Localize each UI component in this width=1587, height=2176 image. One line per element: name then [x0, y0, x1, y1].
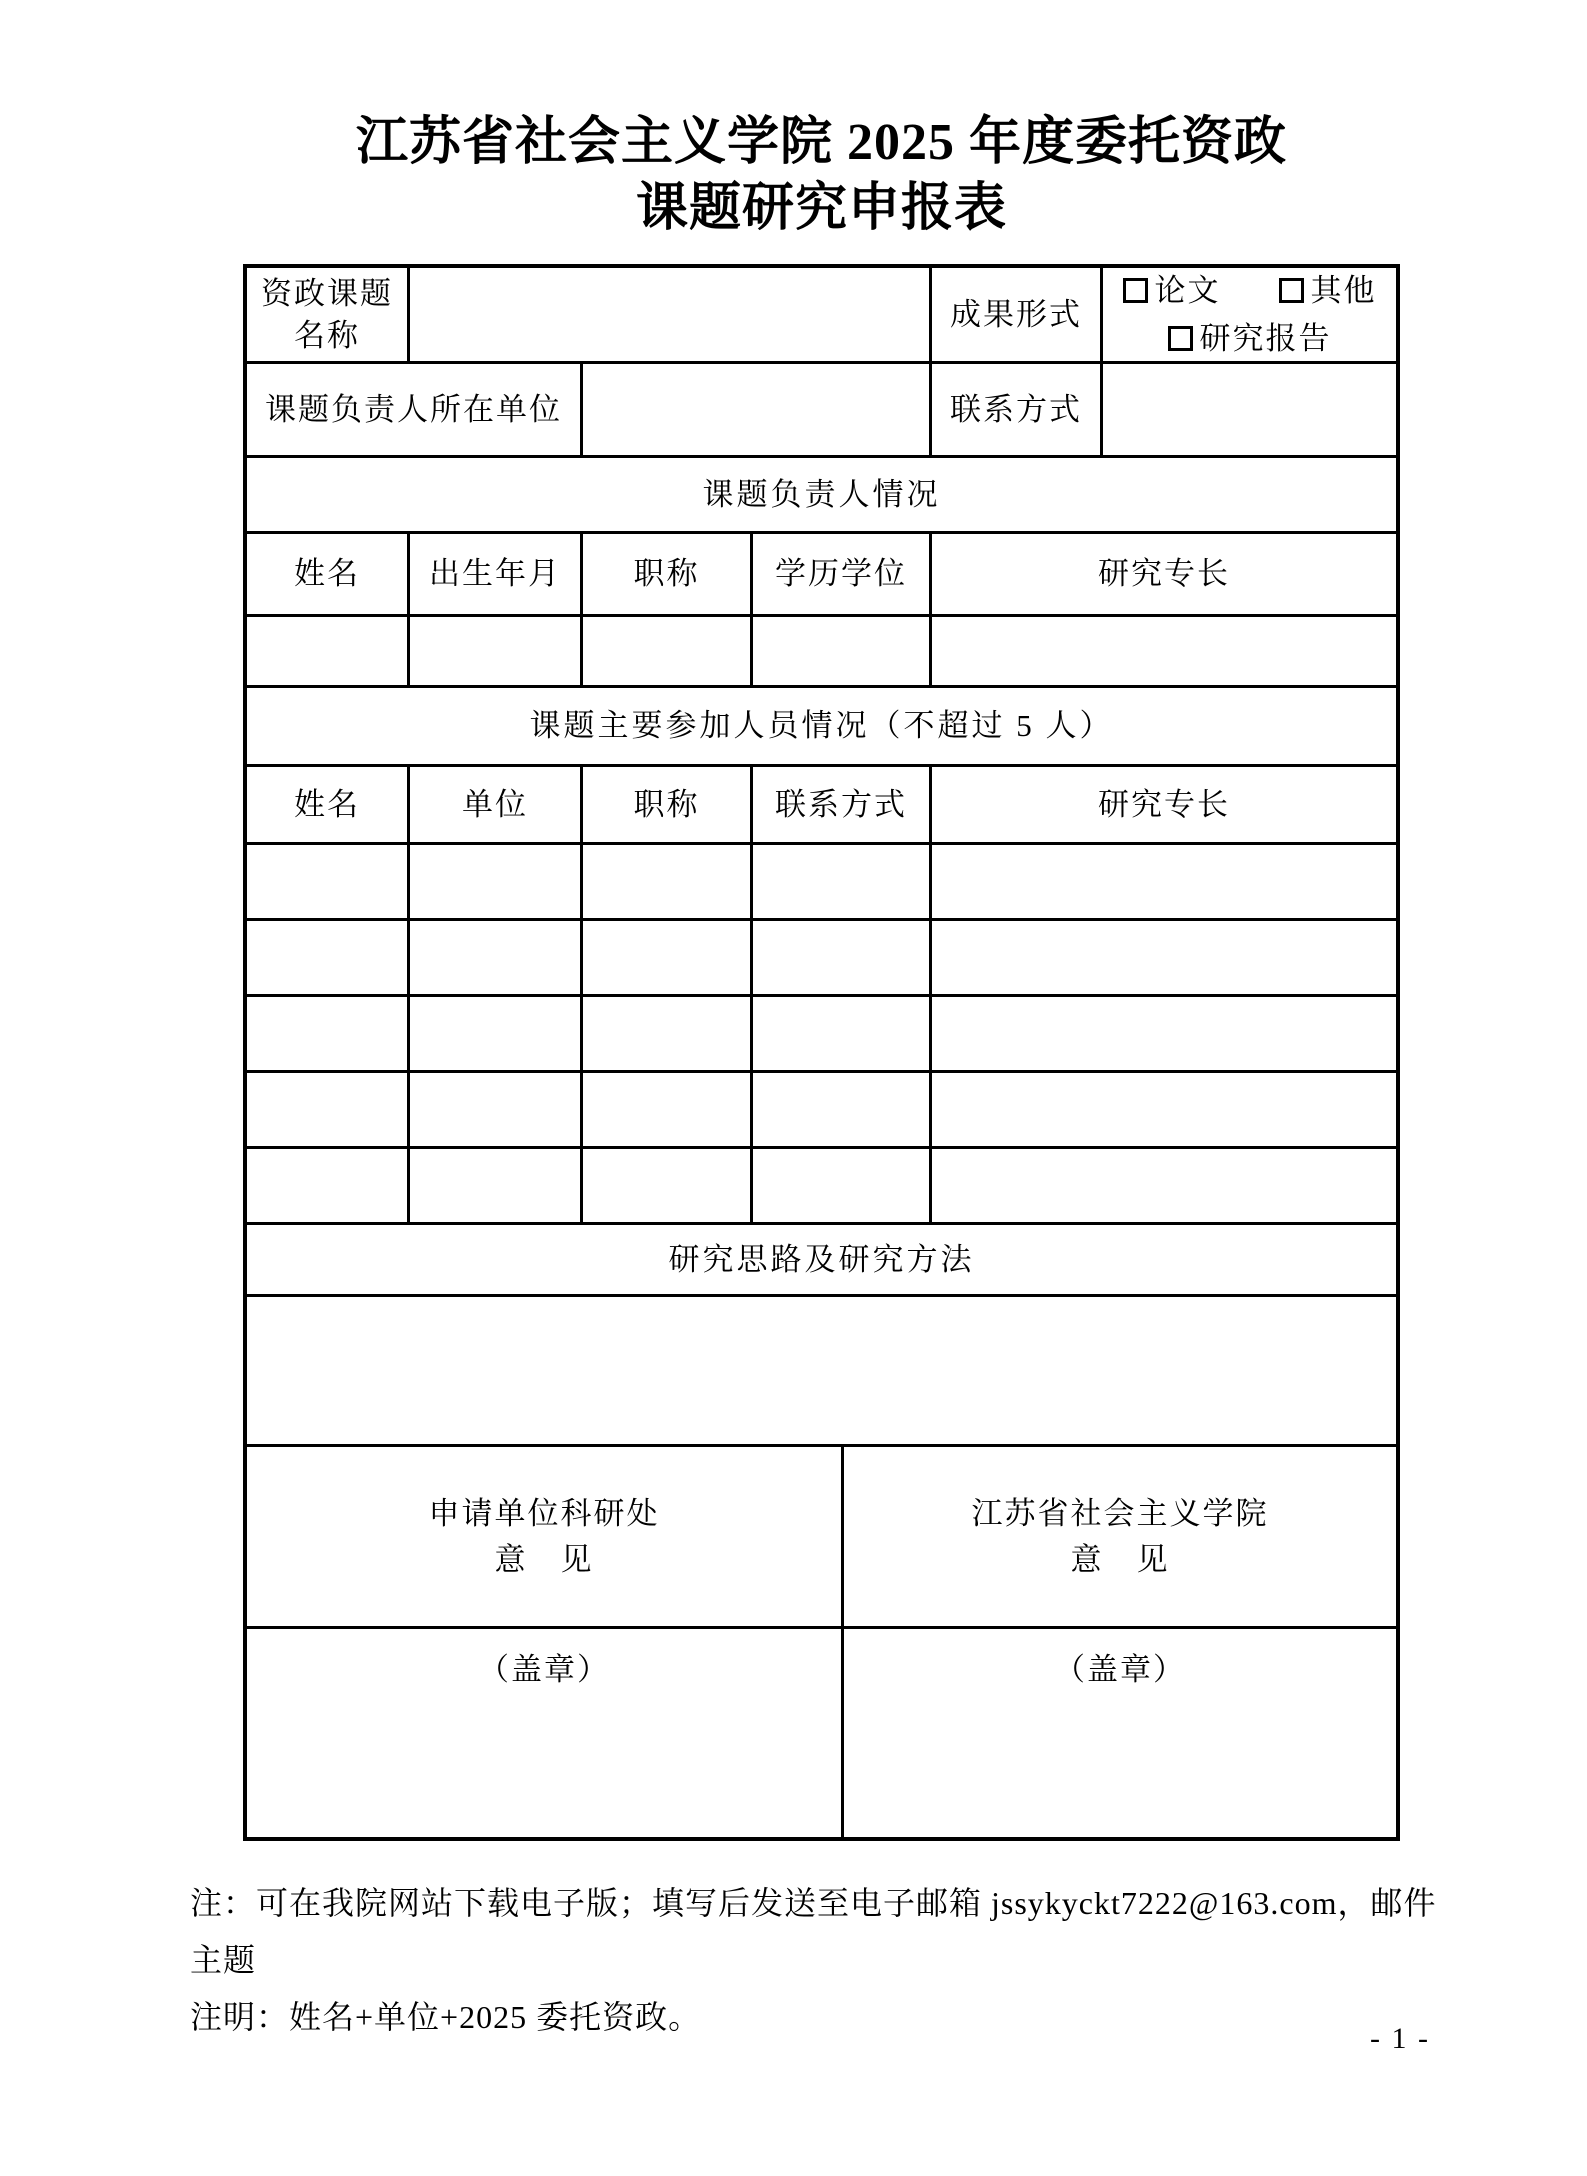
- row-topic-name: [247, 268, 1396, 361]
- participant-row: [247, 1146, 1396, 1222]
- row-research-section: [247, 1222, 1396, 1294]
- row-research-content: [247, 1294, 1396, 1444]
- participant-contact-input[interactable]: [750, 921, 929, 994]
- result-options-line1: [1123, 270, 1377, 312]
- leader-unit-input[interactable]: [580, 364, 929, 455]
- contact-input[interactable]: [1100, 364, 1396, 455]
- participant-unit-input[interactable]: [407, 1149, 580, 1222]
- leader-degree-input[interactable]: [750, 617, 929, 685]
- footer-note: [190, 1875, 1467, 2046]
- participant-row: [247, 918, 1396, 994]
- applicant-opinion-line2: 意 见: [494, 1541, 594, 1577]
- contact-label: 联系方式: [929, 364, 1100, 455]
- checkbox-option-paper[interactable]: [1123, 270, 1221, 312]
- participant-specialty-input[interactable]: [929, 1073, 1396, 1146]
- participant-header-name: 姓名: [294, 786, 360, 822]
- research-section-title: 研究思路及研究方法: [668, 1241, 975, 1277]
- checkbox-label: 研究报告: [1199, 320, 1332, 356]
- checkbox-icon[interactable]: [1279, 278, 1304, 303]
- checkbox-icon[interactable]: [1123, 278, 1148, 303]
- participant-name-input[interactable]: [247, 845, 407, 918]
- footer-note-line2: 注明：姓名+单位+2025 委托资政。: [190, 1999, 702, 2035]
- participant-specialty-input[interactable]: [929, 921, 1396, 994]
- participant-contact-input[interactable]: [750, 1073, 929, 1146]
- row-leader-headers: [247, 531, 1396, 614]
- result-options-line2: [1168, 318, 1332, 360]
- seal-label: （盖章）: [1054, 1652, 1186, 1687]
- participant-contact-input[interactable]: [750, 997, 929, 1070]
- leader-header-title: 职称: [580, 534, 750, 614]
- participant-unit-input[interactable]: [407, 921, 580, 994]
- page-title: [243, 0, 1400, 242]
- row-seals: [247, 1626, 1396, 1837]
- leader-title-input[interactable]: [580, 617, 750, 685]
- leader-section-title: 课题负责人情况: [702, 476, 941, 512]
- participant-name-input[interactable]: [247, 997, 407, 1070]
- footer-note-line1: 注：可在我院网站下载电子版；填写后发送至电子邮箱 jssykyckt7222@163.com，邮件主题: [190, 1885, 1437, 1978]
- topic-name-label: [247, 268, 407, 361]
- checkbox-option-report[interactable]: [1168, 318, 1332, 360]
- participant-section-title: 课题主要参加人员情况（不超过 5 人）: [529, 708, 1114, 743]
- leader-unit-label: 课题负责人所在单位: [265, 391, 562, 427]
- row-leader-values: [247, 614, 1396, 685]
- leader-header-specialty: 研究专长: [929, 534, 1396, 614]
- participant-header-title: 职称: [580, 767, 750, 842]
- institute-opinion-cell: [841, 1447, 1396, 1626]
- topic-name-input[interactable]: [407, 268, 929, 361]
- participant-row: [247, 994, 1396, 1070]
- participant-title-input[interactable]: [580, 845, 750, 918]
- participant-contact-input[interactable]: [750, 845, 929, 918]
- leader-name-input[interactable]: [247, 617, 407, 685]
- result-form-label: 成果形式: [929, 268, 1100, 361]
- row-leader-unit: [247, 361, 1396, 455]
- leader-header-degree: 学历学位: [750, 534, 929, 614]
- leader-header-birth: 出生年月: [407, 534, 580, 614]
- participant-title-input[interactable]: [580, 997, 750, 1070]
- participant-name-input[interactable]: [247, 921, 407, 994]
- institute-opinion-line1: 江苏省社会主义学院: [971, 1495, 1269, 1531]
- page-title-line2: 课题研究申报表: [635, 180, 1007, 237]
- seal-label: （盖章）: [478, 1652, 610, 1687]
- participant-specialty-input[interactable]: [929, 845, 1396, 918]
- checkbox-icon[interactable]: [1168, 326, 1193, 351]
- participant-header-unit: 单位: [407, 767, 580, 842]
- participant-name-input[interactable]: [247, 1149, 407, 1222]
- institute-seal-cell[interactable]: [841, 1629, 1396, 1837]
- participant-title-input[interactable]: [580, 921, 750, 994]
- row-opinions: [247, 1444, 1396, 1626]
- leader-header-name: 姓名: [294, 556, 360, 591]
- institute-opinion-line2: 意 见: [1070, 1541, 1170, 1577]
- participant-header-contact: 联系方式: [750, 767, 929, 842]
- leader-specialty-input[interactable]: [929, 617, 1396, 685]
- topic-name-label-line2: 名称: [294, 317, 360, 353]
- leader-birth-input[interactable]: [407, 617, 580, 685]
- checkbox-label: 论文: [1154, 272, 1221, 308]
- row-participant-headers: [247, 764, 1396, 842]
- participant-row: [247, 842, 1396, 918]
- checkbox-label: 其他: [1310, 272, 1377, 308]
- topic-name-label-line1: 资政课题: [261, 275, 393, 311]
- page-number: - 1 -: [1370, 2022, 1430, 2055]
- participant-specialty-input[interactable]: [929, 997, 1396, 1070]
- row-leader-section: [247, 455, 1396, 531]
- applicant-opinion-line1: 申请单位科研处: [428, 1495, 660, 1531]
- application-form-table: [243, 264, 1400, 1841]
- participant-unit-input[interactable]: [407, 845, 580, 918]
- row-participant-section: [247, 685, 1396, 764]
- research-content-input[interactable]: [247, 1297, 1396, 1444]
- participant-contact-input[interactable]: [750, 1149, 929, 1222]
- participant-row: [247, 1070, 1396, 1146]
- page-title-line1: 江苏省社会主义学院 2025 年度委托资政: [355, 114, 1287, 171]
- participant-name-input[interactable]: [247, 1073, 407, 1146]
- participant-title-input[interactable]: [580, 1149, 750, 1222]
- participant-unit-input[interactable]: [407, 1073, 580, 1146]
- participant-title-input[interactable]: [580, 1073, 750, 1146]
- checkbox-option-other[interactable]: [1279, 270, 1377, 312]
- participant-header-specialty: 研究专长: [929, 767, 1396, 842]
- result-form-options: [1100, 268, 1396, 361]
- applicant-seal-cell[interactable]: [247, 1629, 841, 1837]
- participant-unit-input[interactable]: [407, 997, 580, 1070]
- participant-specialty-input[interactable]: [929, 1149, 1396, 1222]
- applicant-opinion-cell: [247, 1447, 841, 1626]
